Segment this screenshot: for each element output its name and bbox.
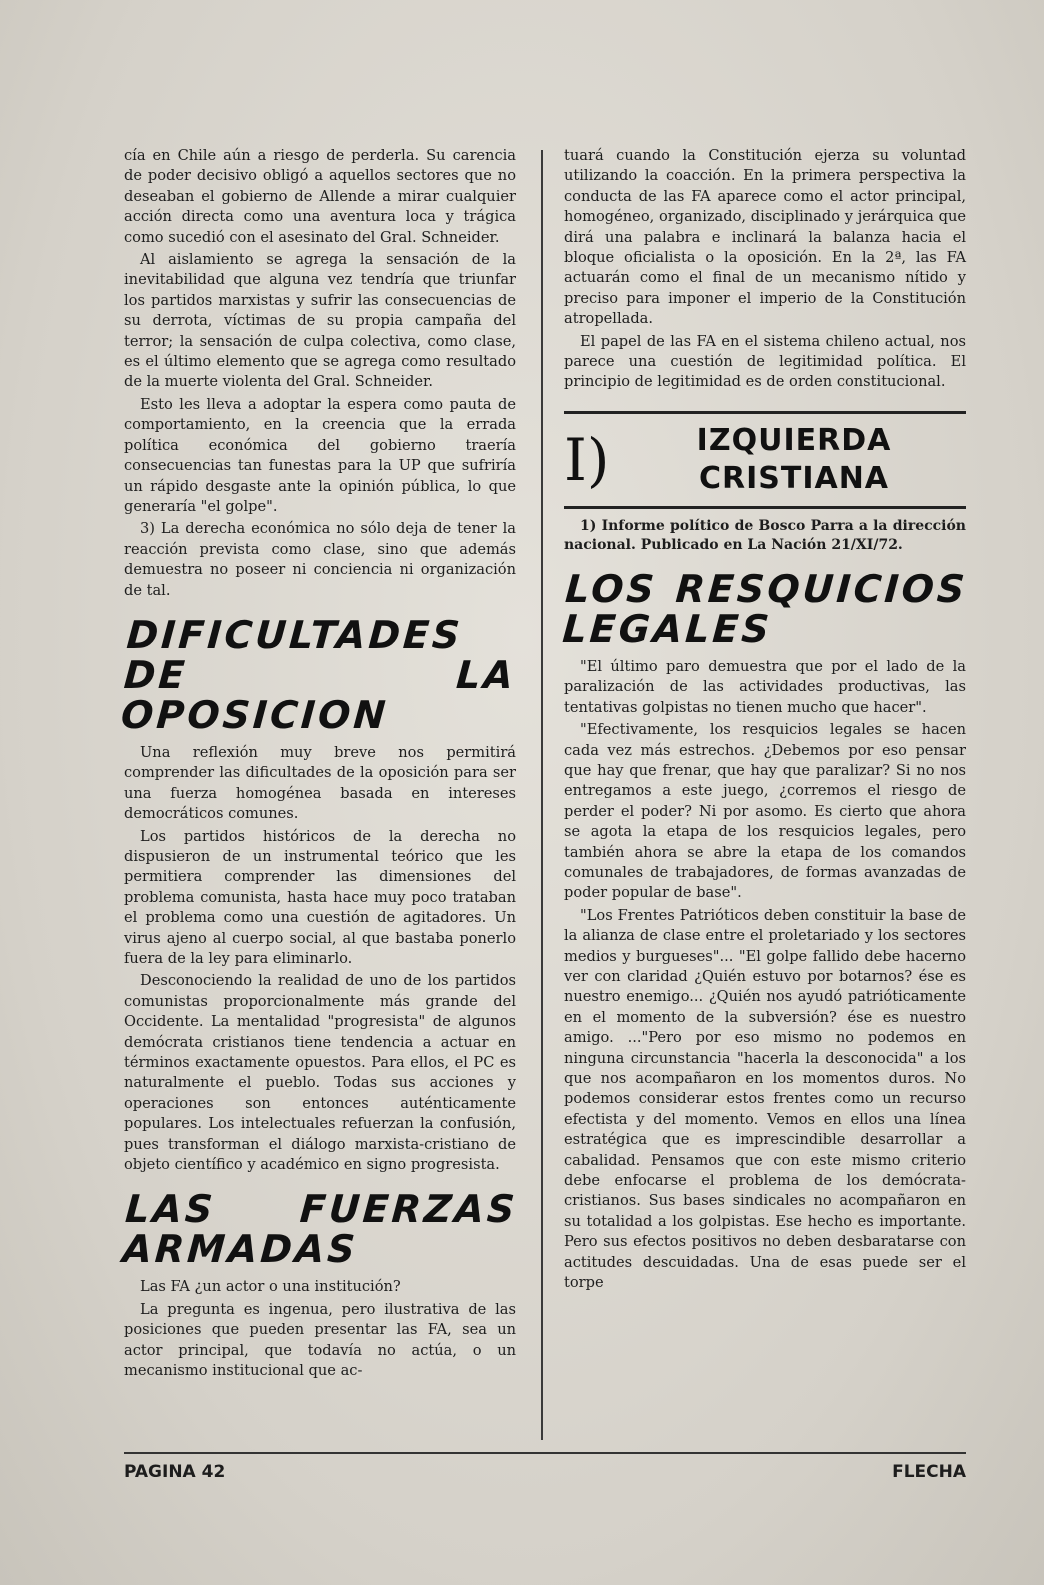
- paragraph: "Efectivamente, los resquicios legales se hacen cada vez más estrechos. ¿Debemos por eso pensar que hay que frenar, que hay que paralizar? Si no nos entregamos a este juego, ¿corremos el riesgo de perder el poder? Ni por asomo. Es cierto que ahora se agota la etapa de los resquicios legales, pero también ahora se abre la etapa de los comandos comunales de trabajadores, de formas avanzadas de poder popular de base".: [564, 721, 966, 902]
- page-number: PAGINA 42: [124, 1462, 226, 1482]
- paragraph: Al aislamiento se agrega la sensación de la inevitabilidad que alguna vez tendría que triunfar los partidos marxistas y sufrir las consecuencias de su derrota, víctimas de su propia campaña del terror; la sensación de culpa colectiva, como clase, es el último elemento que se agrega como resultado de la muerte violenta del Gral. Schneider.: [124, 251, 516, 391]
- paragraph: Una reflexión muy breve nos permitirá comprender las dificultades de la oposición para ser una fuerza homogénea basada en intereses democráticos comunes.: [124, 743, 516, 823]
- paragraph: Los partidos históricos de la derecha no dispusieron de un instrumental teórico que les permitiera comprender las dimensiones del problema comunista, hasta hace muy poco trataban el problema como una cuestión de agitadores. Un virus ajeno al cuerpo social, al que bastaba ponerlo fuera de la ley para eliminarlo.: [124, 827, 516, 967]
- paragraph: tuará cuando la Constitución ejerza su voluntad utilizando la coacción. En la primera perspectiva la conducta de las FA aparece como el actor principal, homogéneo, organizado, disciplinado y jerárquica que dirá una palabra e inclinará la balanza hacia el bloque oficialista o la oposición. En la 2ª, las FA actuarán como el final de un mecanismo nítido y preciso para imponer el imperio de la Constitución atropellada.: [564, 147, 966, 328]
- paragraph: "Los Frentes Patrióticos deben constituir la base de la alianza de clase entre el proletariado y los sectores medios y burgueses"... "El golpe fallido debe hacerno ver con claridad ¿Quién estuvo por botarnos? ése es nuestro enemigo... ¿Quién nos ayudó patrióticamente en el momento de la subversión? ése es nuestro amigo. ..."Pero por eso mismo no podemos en ninguna circunstancia "hacerla la desconocida" a los que nos acompañaron en los momentos duros. No podemos considerar estos frentes como un recurso efectista y del momento. Vemos en ellos una línea estratégica que es imprescindible desarrollar a cabalidad. Pensamos que con este mismo criterio debe enfocarse el problema de los demócrata-cristianos. Sus bases sindicales no acompañaron en su totalidad a los golpistas. Ese hecho es importante. Pero sus efectos positivos no deben desbaratarse con actitudes descuidadas. Una de esas puede ser el torpe: [564, 906, 966, 1292]
- section-number: I): [564, 425, 610, 494]
- source-note: 1) Informe político de Bosco Parra a la dirección nacional. Publicado en La Nación 21/XI/72.: [564, 517, 966, 553]
- heading-fuerzas-armadas: LAS FUERZAS ARMADAS: [121, 1187, 519, 1272]
- left-column: [119, 146, 519, 1384]
- paragraph: cía en Chile aún a riesgo de perderla. Su carencia de poder decisivo obligó a aquellos sectores que no deseaban el gobierno de Allende a mirar cualquier acción directa como una aventura loca y trágica como sucedió con el asesinato del Gral. Schneider.: [124, 147, 516, 246]
- section-title: IZQUIERDA CRISTIANA: [696, 422, 892, 496]
- column-divider: [541, 150, 543, 1440]
- paragraph: Desconociendo la realidad de uno de los partidos comunistas proporcionalmente más grande del Occidente. La mentalidad "progresista" de algunos demócrata cristianos tiene tendencia a actuar en términos exactamente opuestos. Para ellos, el PC es naturalmente el pueblo. Todas sus acciones y operaciones son entonces auténticamente populares. Los intelectuales refuerzan la confusión, pues transforman el diálogo marxista-cristiano de objeto científico y académico en signo progresista.: [124, 972, 516, 1174]
- paragraph: El papel de las FA en el sistema chileno actual, nos parece una cuestión de legitimidad política. El principio de legitimidad es de orden constitucional.: [564, 332, 966, 391]
- paragraph: La pregunta es ingenua, pero ilustrativa de las posiciones que pueden presentar las FA, sea un actor principal, que todavía no actúa, o un mecanismo institucional que ac-: [124, 1300, 516, 1380]
- publication-name: FLECHA: [892, 1462, 966, 1482]
- paragraph: Esto les lleva a adoptar la espera como pauta de comportamiento, en la creencia que la errada política económica del gobierno traería consecuencias tan funestas para la UP que sufriría un rápido desgaste ante la opinión pública, lo que generaría "el golpe".: [124, 395, 516, 515]
- heading-resquicios: LOS RESQUICIOS LEGALES: [561, 566, 969, 651]
- paragraph: 3) La derecha económica no sólo deja de tener la reacción prevista como clase, sino que además demuestra no poseer ni conciencia ni organización de tal.: [124, 520, 516, 599]
- section-header: [564, 411, 966, 509]
- paragraph: Las FA ¿un actor o una institución?: [140, 1278, 401, 1296]
- page-footer: [124, 1452, 966, 1482]
- heading-dificultades: DIFICULTADES DE LA OPOSICION: [119, 612, 518, 737]
- paragraph: "El último paro demuestra que por el lado de la paralización de las actividades productivas, las tentativas golpistas no tienen mucho que hacer".: [564, 657, 966, 716]
- right-column: [561, 146, 969, 1295]
